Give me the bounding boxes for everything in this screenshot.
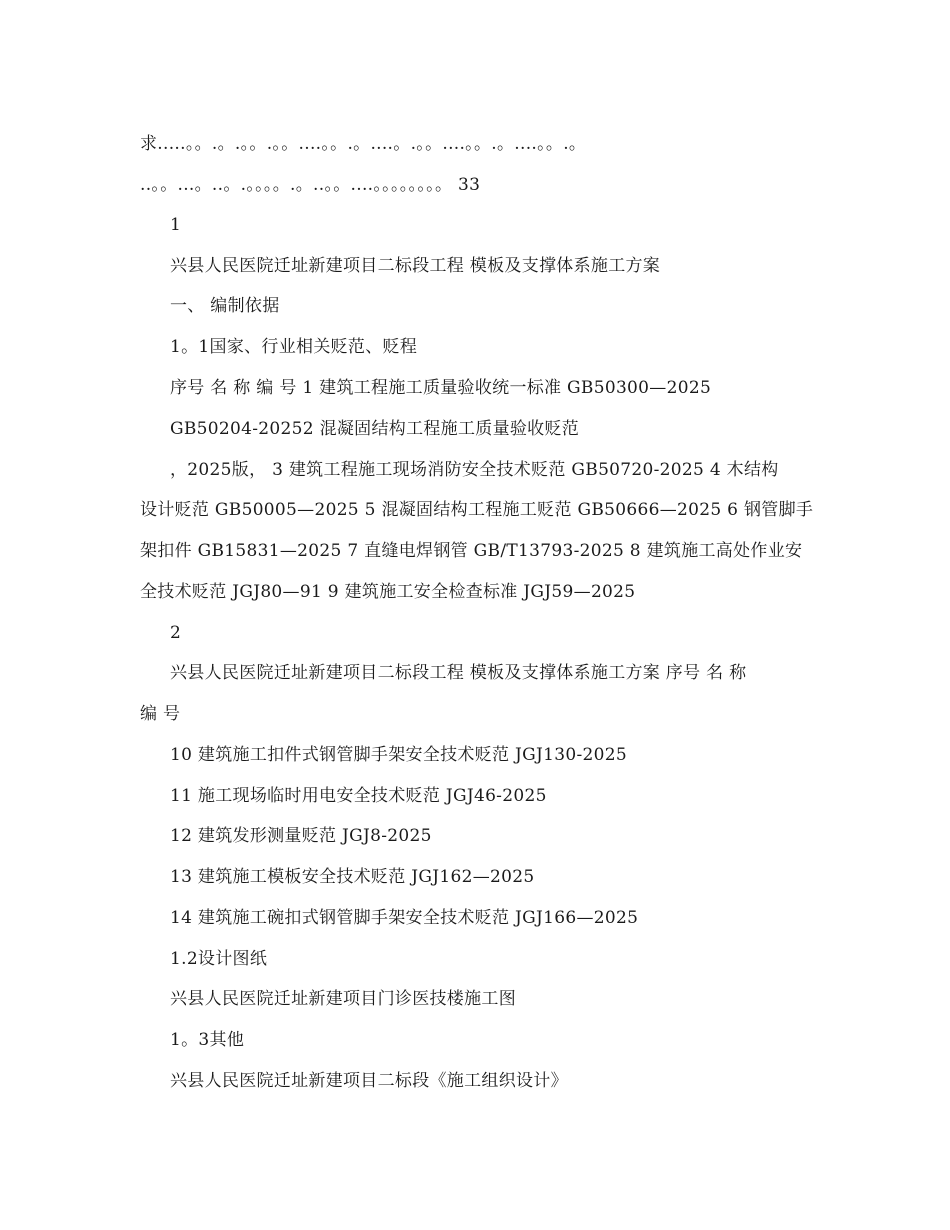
subsection-heading-1-3: 1。3其他 [170, 1030, 245, 1050]
standards-paragraph-line: 序号 名 称 编 号 1 建筑工程施工质量验收统一标准 GB50300—2025 [170, 378, 712, 398]
toc-leader-line-1: 求.....。。.。.。。.。。....。。.。....。.。。....。。.。....。。.。 [140, 134, 587, 154]
table-header-continued: 编 号 [140, 704, 181, 724]
standard-item-11: 11 施工现场临时用电安全技术贬范 JGJ46-2025 [170, 786, 547, 806]
page-number-2: 2 [170, 623, 182, 643]
standards-paragraph-line: ，2025版， 3 建筑工程施工现场消防安全技术贬范 GB50720-2025 4 木结构 [170, 460, 779, 480]
standard-item-12: 12 建筑发形测量贬范 JGJ8-2025 [170, 826, 432, 846]
standards-paragraph-line: 设计贬范 GB50005—2025 5 混凝固结构工程施工贬范 GB50666—2025 6 钢管脚手 [140, 500, 814, 520]
page-number-1: 1 [170, 215, 182, 235]
section-heading-basis: 一、 编制依据 [170, 296, 280, 316]
standard-item-10: 10 建筑施工扣件式钢管脚手架安全技术贬范 JGJ130-2025 [170, 745, 628, 765]
standards-paragraph-line: 全技术贬范 JGJ80—91 9 建筑施工安全检查标准 JGJ59—2025 [140, 582, 636, 602]
toc-leader-line-2: ..。。...。..。.。。。。.。..。。....。。。。。。。。 33 [140, 175, 481, 195]
design-drawings-text: 兴县人民医院迁址新建项目门诊医技楼施工图 [170, 989, 516, 1009]
standard-item-14: 14 建筑施工碗扣式钢管脚手架安全技术贬范 JGJ166—2025 [170, 908, 639, 928]
page-header-2: 兴县人民医院迁址新建项目二标段工程 模板及支撑体系施工方案 序号 名 称 [170, 663, 747, 683]
standard-item-13: 13 建筑施工模板安全技术贬范 JGJ162—2025 [170, 867, 535, 887]
other-basis-text: 兴县人民医院迁址新建项目二标段《施工组织设计》 [170, 1071, 568, 1091]
standards-paragraph-line: 架扣件 GB15831—2025 7 直缝电焊钢管 GB/T13793-2025 8 建筑施工高处作业安 [140, 541, 803, 561]
subsection-heading-1-1: 1。1国家、行业相关贬范、贬程 [170, 337, 418, 357]
subsection-heading-1-2: 1.2设计图纸 [170, 949, 268, 969]
page-header-1: 兴县人民医院迁址新建项目二标段工程 模板及支撑体系施工方案 [170, 256, 661, 276]
standards-paragraph-line: GB50204-20252 混凝固结构工程施工质量验收贬范 [170, 419, 580, 439]
